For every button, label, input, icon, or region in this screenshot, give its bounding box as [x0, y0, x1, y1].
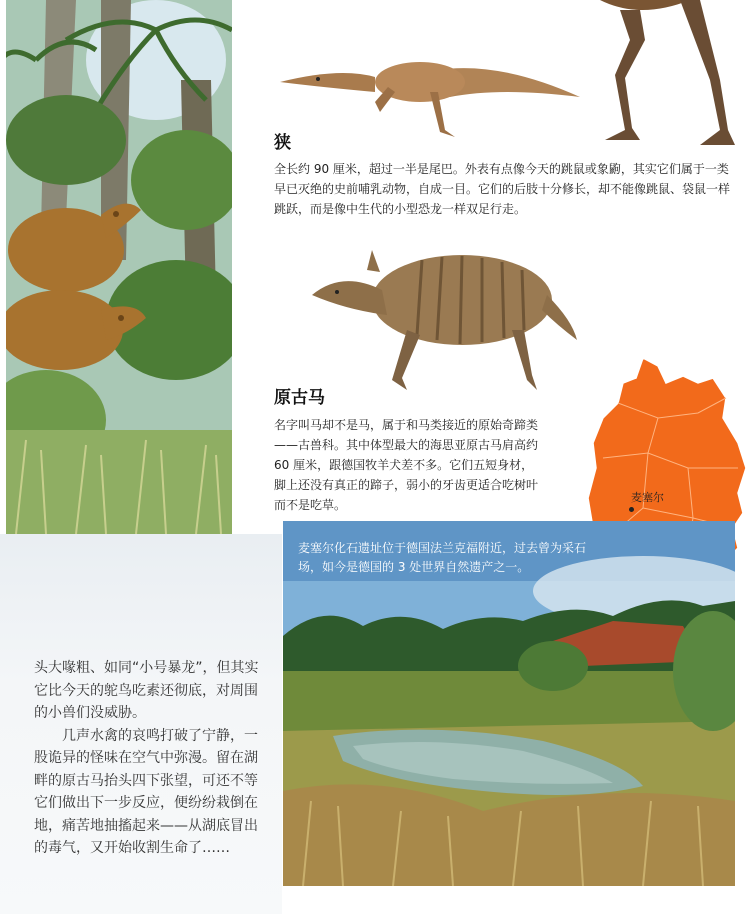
story-paragraph-1: 头大喙粗、如同“小号暴龙”，但其实它比今天的鸵鸟吃素还彻底，对周围的小兽们没威胁。	[34, 660, 259, 721]
story-text	[34, 657, 268, 860]
text-early-horse: 名字叫马却不是马，属于和马类接近的原始奇蹄类——古兽科。其中体型最大的海思亚原古马肩高约 60 厘米，跟德国牧羊犬差不多。它们五短身材，脚上还没有真正的蹄子，弱小的牙齿更适合吃树叶而不是吃草。	[274, 418, 539, 512]
messel-location-marker	[629, 507, 634, 512]
shrew-animal-illustration	[280, 42, 585, 142]
photo-caption: 麦塞尔化石遗址位于德国法兰克福附近，过去曾为采石场，如今是德国的 3 处世界自然遗产之一。	[298, 541, 587, 574]
map-label-messel: 麦塞尔	[631, 491, 664, 504]
story-paragraph-2: 几声水禽的哀鸣打破了宁静，一股诡异的怪味在空气中弥漫。留在湖畔的原古马抬头四下张望，可还不等它们做出下一步反应，便纷纷栽倒在地，痛苦地抽搐起来——从湖底冒出的毒气，又开始收割生命了……	[34, 727, 258, 856]
heading-shrew: 狭	[274, 133, 291, 153]
bird-legs-illustration	[570, 0, 745, 155]
heading-early-horse: 原古马	[274, 388, 325, 408]
jungle-illustration	[6, 0, 232, 534]
messel-pit-photo	[283, 521, 735, 886]
text-shrew: 全长约 90 厘米，超过一半是尾巴。外表有点像今天的跳鼠或象鼩，其实它们属于一类早已灭绝的史前哺乳动物，自成一目。它们的后肢十分修长，却不能像跳鼠、袋鼠一样跳跃，而是像中生代的小型恐龙一样双足行走。	[274, 162, 731, 216]
early-horse-illustration	[312, 240, 582, 400]
